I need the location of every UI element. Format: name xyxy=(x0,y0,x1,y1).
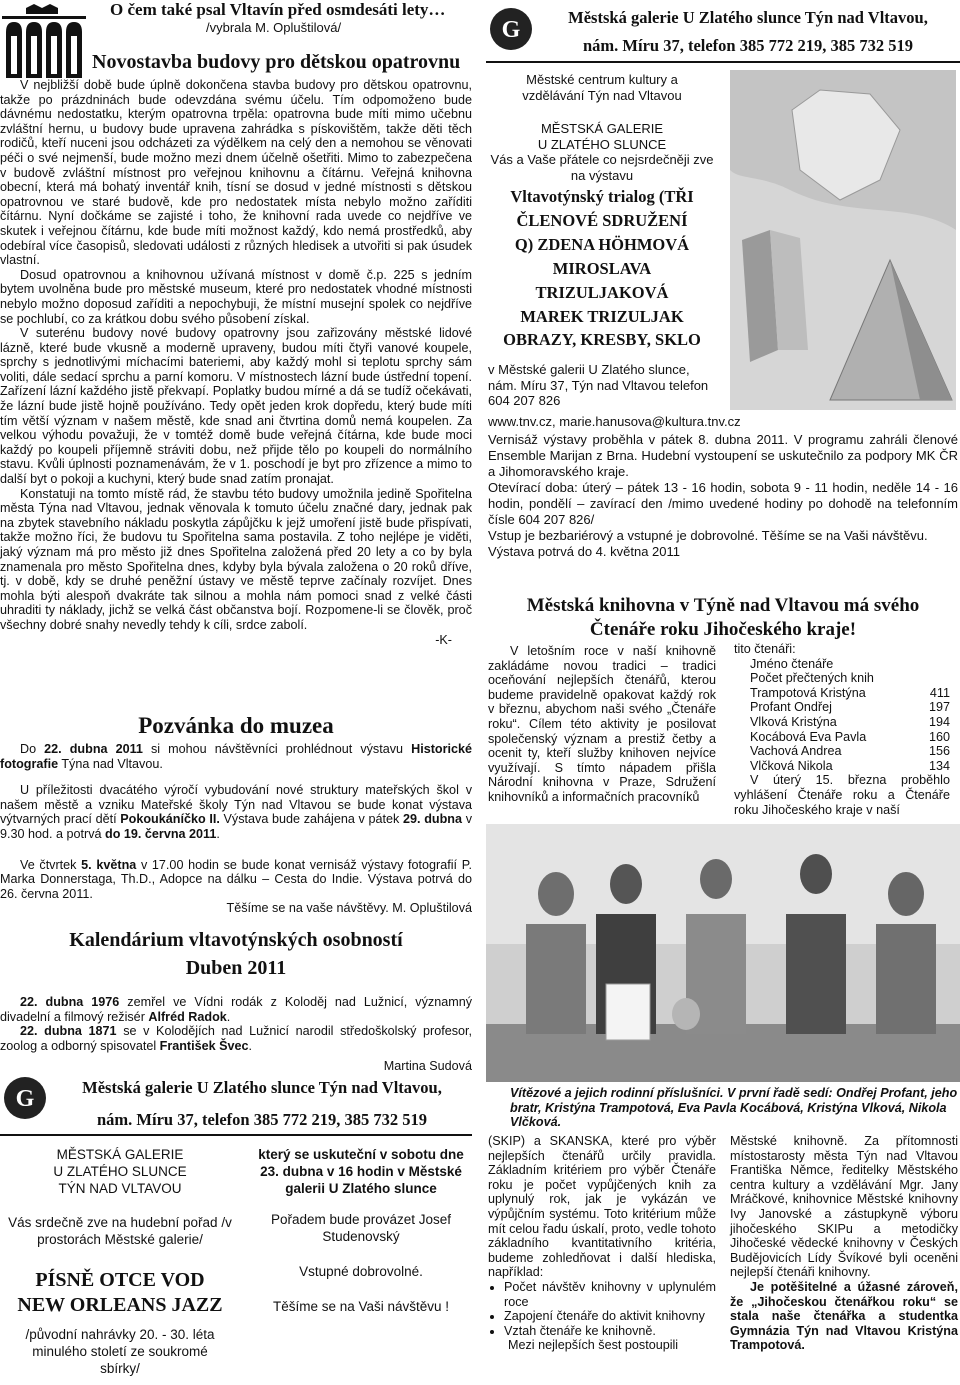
gallery2-invite: Vás srdečně zve na hudební pořad /v prostorách Městské galerie/ xyxy=(8,1215,232,1247)
library-announcement: V úterý 15. března proběhlo vyhlášení Čtenáře roku a Čtenáře roku Jihočeského kraje v naší xyxy=(734,773,950,817)
article-signature: -K- xyxy=(435,632,452,647)
gallery2-note: /původní nahrávky 20. - 30. léta minulého století ze soukromé sbírky/ xyxy=(25,1327,215,1376)
gallery-header1: Městská galerie U Zlatého slunce Týn nad Vltavou, xyxy=(568,8,928,27)
reader-row: Vachová Andrea 156 xyxy=(750,744,950,759)
museum-body xyxy=(0,742,472,916)
gallery2-org-line: TÝN NAD VLTAVOU xyxy=(58,1181,182,1196)
gallery2-show2: NEW ORLEANS JAZZ xyxy=(17,1294,223,1316)
readers-intro: tito čtenáři: xyxy=(734,642,796,656)
readers-col-name: Jméno čtenáře xyxy=(750,656,834,671)
gallery2-rule xyxy=(0,1134,472,1136)
gallery-address: v Městské galerii U Zlatého slunce, nám. Míru 37, Týn nad Vltavou telefon 604 207 826 xyxy=(488,362,709,408)
article-paragraph: V nejbližší době bude úplně dokončena stavba budovy pro dětskou opatrovnu, takže po prázdninách bude odevzdána svému účelu. Tím odpomoženo bude dávnému nedostatku, kterým opatrovna trpěla: opatrovna bude míti mimo učebnu zvláštní hernu, u budovy bude upravena zahrádka s pískovištěm, takže děti těch rodičů, kteří nuceni jsou odcházeti za výdělkem na celý den a nemohou se věnovati péči o své nejmenší, bude možno mezi dnem účelně ošetřiti. Mimo to zabezpečena v budově zvláštní místnost pro veřejnou knihovnu a čítárnu. Veřejná knihovna obecní, která má bohatý inventář knih, tísní se dosud v jedné místnosti s dětskou opatrovnou ve staré budově, kde pro nedostatek místa nebylo možno zaříditi čítárnu. Nyní dočkáme se zajisté i toho, že knihovní rada uvede co nejdříve ve skutek i veřejnou čítárnu, kde bude míti možnost každý, kdo nemá prostředků, aby odebíral více časopisů, sledovati události z různých hledisek a utvořiti si pak úsudek vlastní. xyxy=(0,78,472,268)
criteria-item: • Zapojení čtenáře do aktivit knihovny xyxy=(504,1309,716,1324)
criteria-item: • Vztah čtenáře ke knihovně. xyxy=(504,1324,716,1339)
reader-row: Profant Ondřej 197 xyxy=(750,700,950,715)
criteria-intro: (SKIP) a SKANSKA, které pro výběr nejlepších čtenářů určily pravidla. Základním kritériem pro výběr Čtenáře roku je počet vypůjčených knih za uplynulý rok, jak je vykázán ve výpůjčním systému. Toto kritérium může mít celou řadu úskalí, proto, vedle tohoto základního kvantitativního kritéria, budeme zohledňovat i další hlediska, například: xyxy=(488,1134,716,1280)
calendar-entry: 22. dubna 1976 zemřel ve Vídni rodák z Koloděj nad Lužnicí, významný divadelní a filmový režisér Alfréd Radok. xyxy=(0,995,472,1024)
gallery-access: Vstup je bezbariérový a vstupné je dobrovolné. Těšíme se na Vaši návštěvu. xyxy=(488,528,928,543)
article-title: Novostavba budovy pro dětskou opatrovnu xyxy=(92,51,461,73)
library-title xyxy=(486,594,960,642)
gallery-vernissage: Vernisáž výstavy proběhla v pátek 8. dubna 2011. V programu zahráli členové Ensemble Marijan z Brna. Hudební vystoupení se uskutečnilo za podpory MK ČR a Jihomoravského kraje. xyxy=(488,432,958,479)
article-body xyxy=(0,78,472,647)
readers-list xyxy=(734,642,950,817)
article-paragraph: V suterénu budovy nové budovy opatrovny jsou zařizovány městské lidové lázně, které bude vkusně a moderně upraveny, budou míti čtyři vanové koupele, sprchy s jednotlivými míchacími bateriemi, aby každý mohl si teplotu sprchy sám voliti, dále sedací sprchu a parní komoru. V místnostech lázní bude ústřední topení. Zařízení lázní každého jistě překvapí. Poplatky budou mírné a dá se tudíž očekávati, že lázní bude jistě hojně používáno. Tedy opět jeden krok dopředu, který bude míti tím větší význam v našem městě, kde snad ani čtvrtina domů nemá koupelen. Za velkou výhodu považuji, že v tomtéž domě bude veřejná čítárna, kde bude moci každý po koupeli příjemně stráviti dobu, než přijde tělo po koupeli do normálního stavu. Kvůli úplnosti poznamenávám, že v 1. poschodí je byt pro zřízence a mimo to další byt o pokoji a kuchyni, který bude snad zatím pronajat. xyxy=(0,326,472,487)
gallery-media: OBRAZY, KRESBY, SKLO xyxy=(503,330,701,349)
reader-row: Vlčková Nikola 134 xyxy=(750,758,950,773)
calendar-title: Kalendárium vltavotýnských osobností xyxy=(69,929,403,951)
museum-paragraph: Do 22. dubna 2011 si mohou návštěvníci prohlédnout výstavu Historické fotografie Týna nad Vltavou. xyxy=(0,742,472,771)
museum-paragraph: U příležitosti dvacátého výročí vybudování nové struktury mateřských škol v našem městě a vzniku Mateřské školy Týn nad Vltavou se bude konat výstava výtvarných prací dětí Pokoukáníčko II. Výstava bude zahájena v pátek 29. dubna v 9.30 hod. a potrvá do 19. června 2011. xyxy=(0,783,473,841)
reader-row: Vlková Kristýna 194 xyxy=(750,714,950,729)
museum-title: Pozvánka do muzea xyxy=(138,713,334,738)
ceremony-text: Městské knihovně. Za přítomnosti místostarosty města Týn nad Vltavou Františka Němce, ředitelky Městského centra kultury a vzdělávání Mgr. Jany Mráčkové, knihovnice Městské knihovny Ivy Janovské a zástupkyně výboru jihočeského SKIPu a metodičky Jihočeské vědecké knihovny v Českých Budějovicích Lídy Švíkové byli oceněni nejlepší čtenáři knihovny. xyxy=(730,1134,958,1280)
criteria-item: • Počet návštěv knihovny v uplynulém roce xyxy=(504,1280,716,1309)
gallery2-header2: nám. Míru 37, telefon 385 772 219, 385 732 519 xyxy=(97,1110,427,1129)
gallery-logo-icon xyxy=(488,6,534,52)
writing-byline: /vybrala M. Opluštilová/ xyxy=(206,20,342,35)
winners-photo xyxy=(486,824,960,1082)
photo-caption: Vítězové a jejich rodinní příslušníci. V první řadě sedí: Ondřej Profant, jeho bratr, Kristýna Trampotová, Eva Pavla Kocábová, Kristýna Vlková, Nikola Vlčková. xyxy=(510,1086,958,1130)
gallery2-host: Pořadem bude provázet Josef Studenovský xyxy=(270,1212,452,1244)
library-ceremony xyxy=(730,1134,958,1353)
gallery-web: www.tnv.cz, marie.hanusova@kultura.tnv.cz xyxy=(488,414,741,429)
gallery2-org-line: MĚSTSKÁ GALERIE xyxy=(56,1147,184,1162)
gallery2-org-line: U ZLATÉHO SLUNCE xyxy=(53,1164,187,1179)
svg-text:G: G xyxy=(15,1086,35,1112)
library-title-line: Čtenáře roku Jihočeského kraje! xyxy=(589,619,857,640)
article-paragraph: Konstatuji na tomto místě rád, že stavbu této budovy umožnila jedině Spořitelna města Týna nad Vltavou, jednak věnovala k tomuto účelu značné dary, jednak pak na zbytek stavebního nákladu poskytla zápůjčku k jejž umoření jistě bude přispívati, takže možno říci, že budovu tu Spořitelna sama postavila. Z toho nejlépe je viděti, jaký význam má pro město již dnes Spořitelna založená před 20 lety a co by byla znamenala pro město Spořitelna dnes, kdyby byla bývala založena o 20 roků dříve, tj. v době, kdy se druhé peněžní ústavy ve městě teprve začínaly rozvíjet. Dnes mohla býti alespoň dvakráte tak silnou a mohla nám pomoci snad z velké části uhraditi ty náklady, jichž se velká část občanstva bojí. Rozpomene-li se člověk, proč všechny dobré snahy nevedly tehdy k cíli, srdce zabolí. xyxy=(0,486,472,632)
library-title-line: Městská knihovna v Týně nad Vltavou má svého xyxy=(526,595,920,616)
gallery-org-line: MĚSTSKÁ GALERIE xyxy=(540,121,664,136)
museum-paragraph: Ve čtvrtek 5. května v 17.00 hodin se bude konat vernisáž výstavy fotografií P. Marka Donnerstaga, Th.D., Adopce na dálku – Cesta do Indie. Výstava potrvá do 26. června 2011. xyxy=(0,857,473,901)
writing-title: O čem také psal Vltavín před osmdesáti lety… xyxy=(110,0,446,19)
calendar-entry: 22. dubna 1871 se v Kolodějích nad Lužnicí narodil středoškolský profesor, zoolog a odborný spisovatel František Švec. xyxy=(0,1024,473,1053)
town-crest-icon xyxy=(0,2,88,82)
gallery-org-line: U ZLATÉHO SLUNCE xyxy=(537,136,667,152)
reader-row: Trampotová Kristýna 411 xyxy=(750,685,950,700)
gallery-details xyxy=(488,432,958,560)
artwork-image xyxy=(730,70,956,410)
ceremony-result: Je potěšitelné a úžasné zároveň, že „Jihočeskou čtenářkou roku“ se stala naše čtenářka a studentka Gymnázia Týn nad Vltavou Kristýna Trampotová. xyxy=(730,1279,958,1353)
calendar-month: Duben 2011 xyxy=(185,957,287,979)
reader-row: Kocábová Eva Pavla 160 xyxy=(750,729,950,744)
gallery2-thanks: Těšíme se na Vaši návštěvu ! xyxy=(272,1299,450,1314)
gallery-hours: Otevírací doba: úterý – pátek 13 - 16 hodin, sobota 9 - 11 hodin, neděle 14 - 16 hodin, pondělí – zavírací den /mimo uvedené hodiny po dohodě na telefonním čísle 604 207 826/ xyxy=(488,480,958,527)
svg-text:G: G xyxy=(501,17,521,43)
gallery-invite: Vás a Vaše přátele co nejsrdečněji zve na výstavu xyxy=(490,152,714,183)
calendar-body xyxy=(0,995,472,1074)
gallery2-right-block xyxy=(256,1146,466,1315)
criteria-list xyxy=(488,1280,716,1338)
gallery-header2: nám. Míru 37, telefon 385 772 219, 385 732 519 xyxy=(583,36,913,55)
gallery-center: Městské centrum kultury a vzdělávání Týn nad Vltavou xyxy=(522,72,682,103)
gallery2-when: který se uskuteční v sobotu dne 23. dubna v 16 hodin v Městské galerii U Zlatého slunce xyxy=(258,1147,464,1196)
library-criteria xyxy=(488,1134,716,1353)
gallery2-entry: Vstupné dobrovolné. xyxy=(299,1264,423,1279)
gallery-text-block xyxy=(486,72,718,351)
town-logo xyxy=(0,2,88,82)
museum-thanks: Těšíme se na vaše návštěvy. M. Opluštilová xyxy=(226,901,472,916)
gallery-duration: Výstava potrvá do 4. května 2011 xyxy=(488,544,680,559)
gallery-rule xyxy=(486,61,960,63)
article-paragraph: Dosud opatrovnou a knihovnou užívaná místnost v domě č.p. 225 s jedním bytem uvolněna bude pro městské museum, které pro nedostatek vhodné místnosti nebylo možno doposud zaříditi a nepochybuji, že místní musejní spolek co nejdříve se pochlubí, co za krátkou dobu svého působení získal. xyxy=(0,267,472,326)
library-finalists: Mezi nejlepších šest postoupili xyxy=(508,1338,679,1353)
calendar-author: Martina Sudová xyxy=(383,1059,472,1074)
gallery-show: Vltavotýnský trialog (TŘI ČLENOVÉ SDRUŽENÍ Q) ZDENA HÖHMOVÁ MIROSLAVA TRIZULJAKOVÁ MAREK TRIZULJAK xyxy=(510,187,694,326)
library-intro: V letošním roce v naší knihovně zakládáme novou tradici – tradici oceňování nejlepších čtenářů, kterou budeme pravidelně opakovat každý rok v březnu, abychom naši svého „Čtenáře roku“. Cílem této aktivity je posilovat společenský význam a prestiž četby a ocenit ty, kteří služby knihoven nejvíce využívají. S tímto nápadem přišla Národní knihovna v Praze, Sdružení knihovníků a informačních pracovníků xyxy=(488,644,716,804)
gallery2-header1: Městská galerie U Zlatého slunce Týn nad Vltavou, xyxy=(82,1078,442,1097)
gallery2-show1: PÍSNĚ OTCE VOD xyxy=(35,1269,205,1291)
readers-col-count: Počet přečtených knih xyxy=(750,671,874,686)
gallery-logo-icon xyxy=(2,1075,48,1121)
gallery2-left-block xyxy=(0,1146,240,1377)
